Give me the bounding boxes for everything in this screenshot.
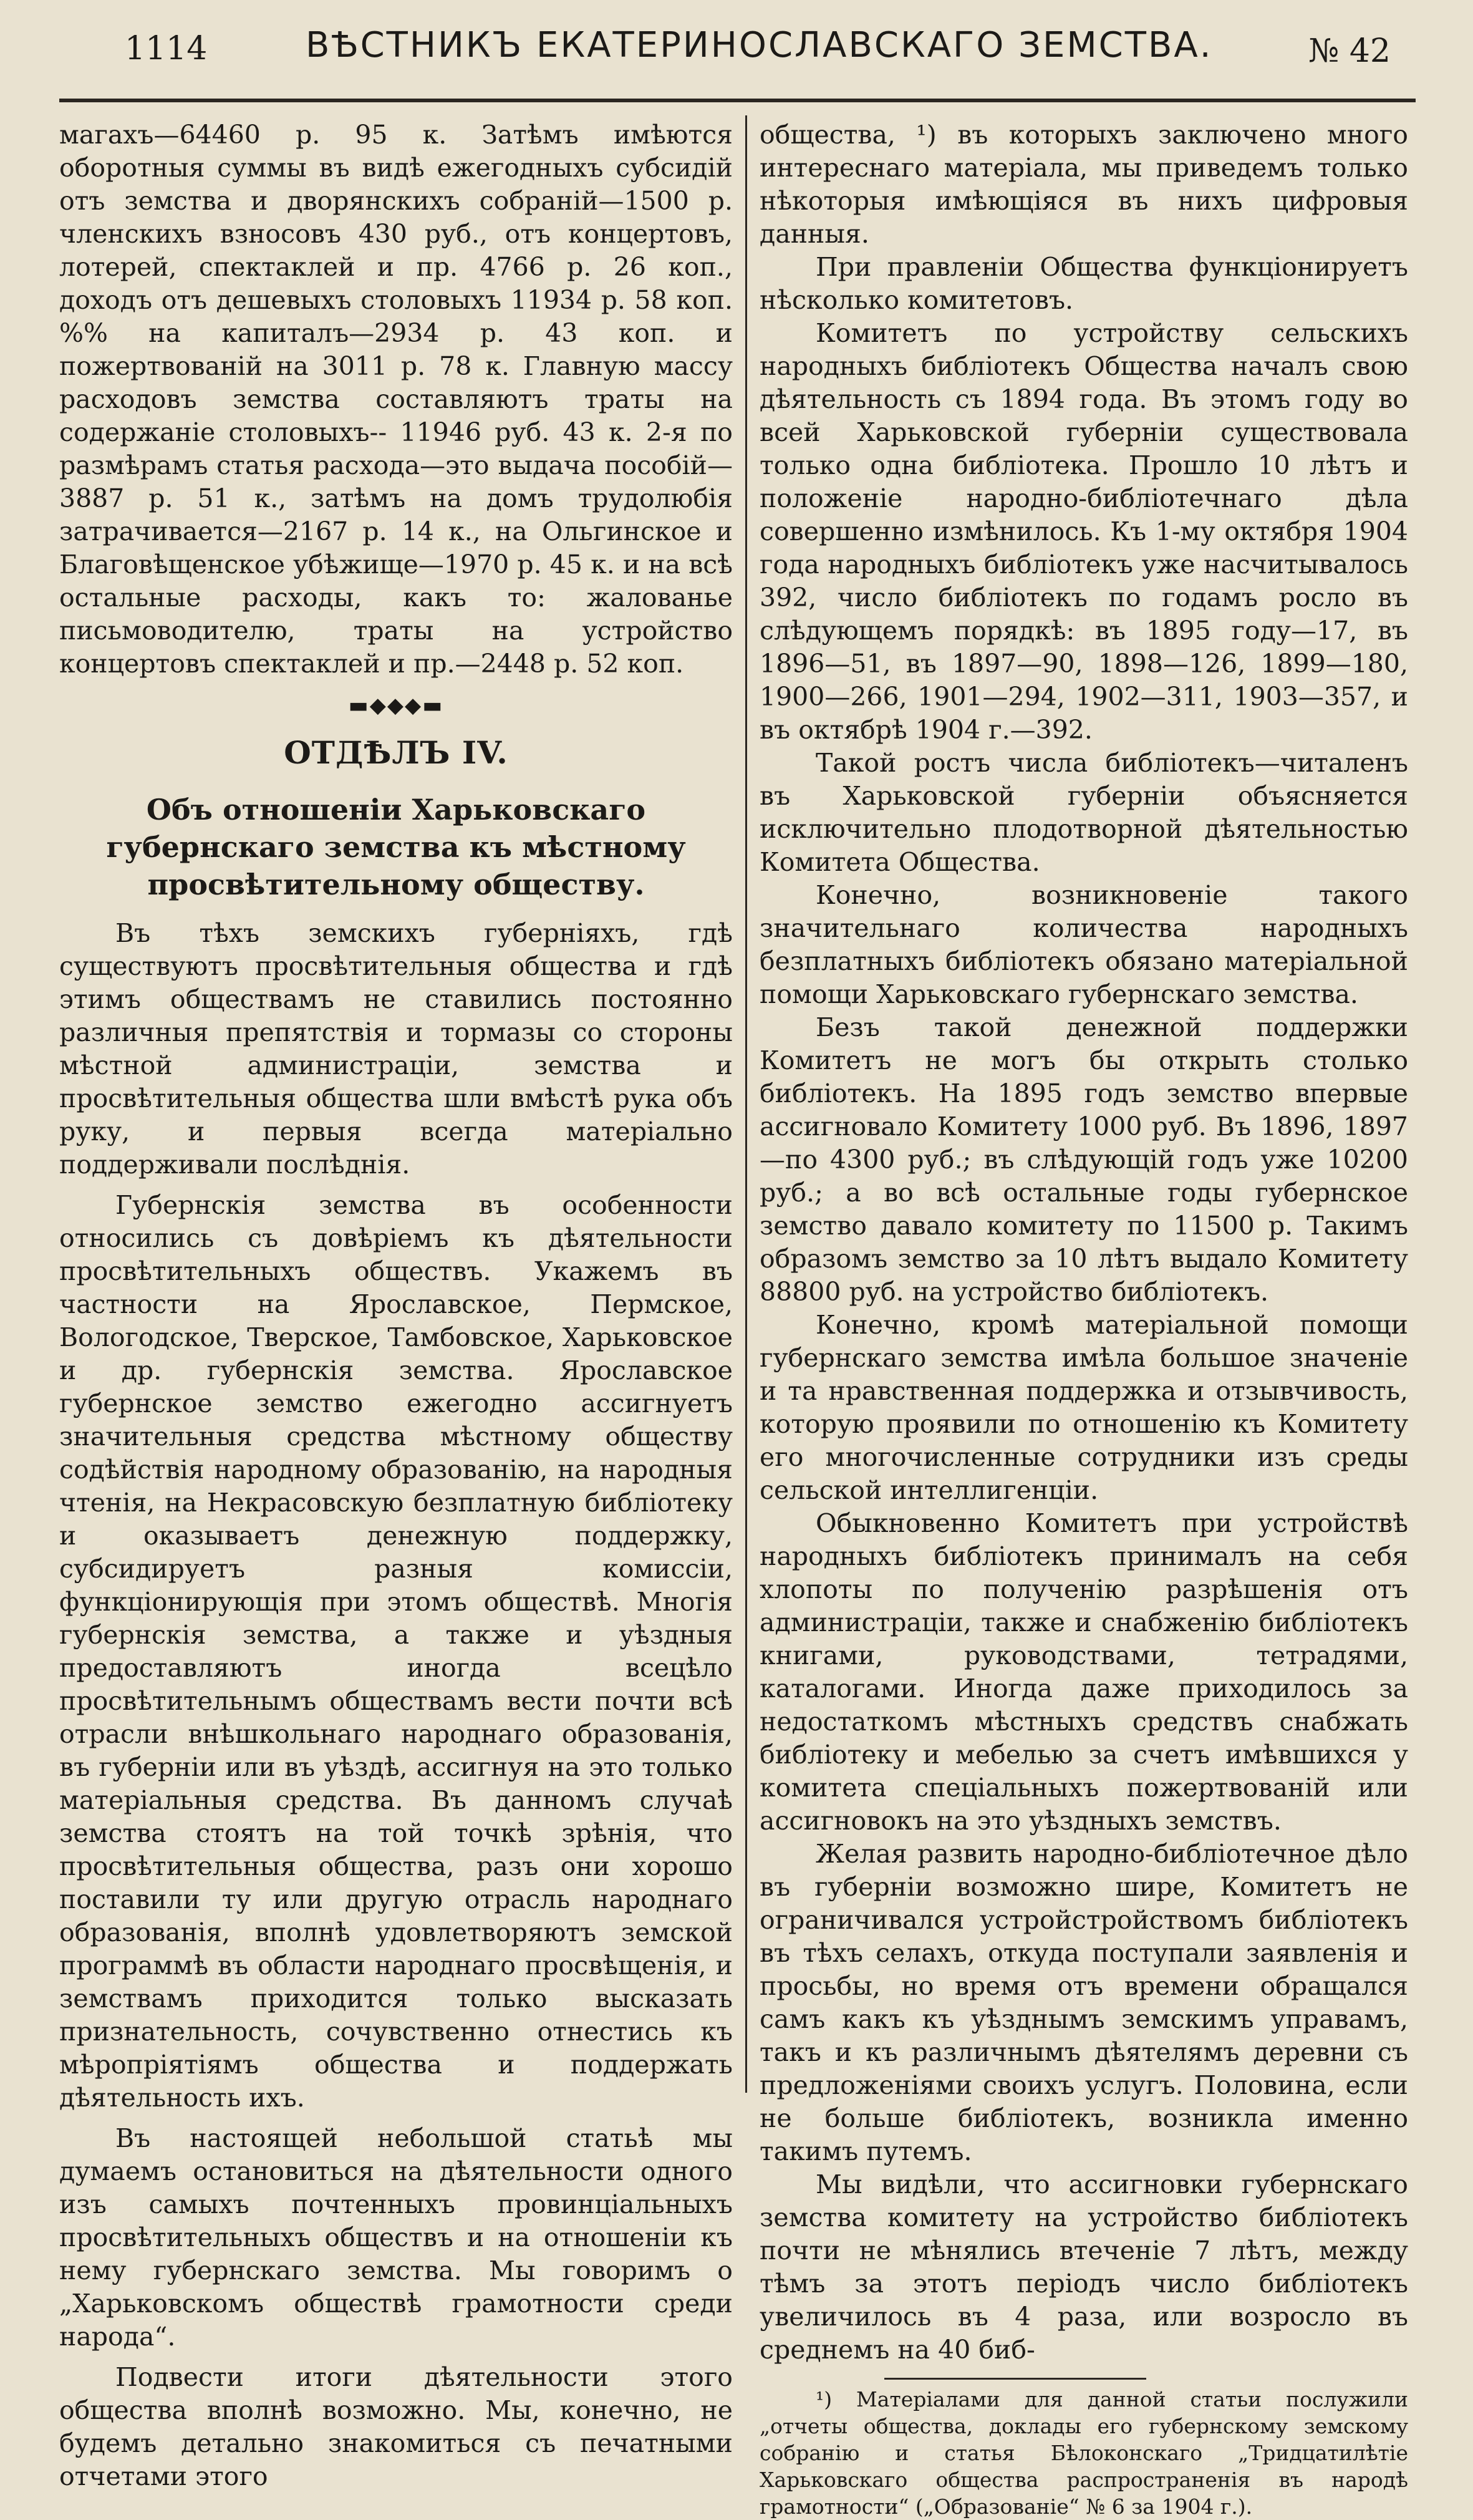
journal-title: ВѢСТНИКЪ ЕКАТЕРИНОСЛАВСКАГО ЗЕМСТВА. [306, 25, 1213, 65]
paragraph: общества, ¹) въ которыхъ заключено много интереснаго матеріала, мы приведемъ только нѣкоторыя имѣющіяся въ нихъ цифровыя данныя. [760, 120, 1408, 249]
paragraph: Конечно, кромѣ матеріальной помощи губернскаго земства имѣла большое значеніе и та нравственная поддержка и отзывчивость, которую проявили по отношенію къ Комитету его многочисленные сотрудники изъ среды сельской интеллигенціи. [760, 1310, 1408, 1505]
paragraph: Губернскія земства въ особенности относились съ довѣріемъ къ дѣятельности просвѣтительныхъ обществъ. Укажемъ въ частности на Ярославское, Пермское, Вологодское, Тверское, Тамбовское, Харьковское и др. губернскія земства. Ярославское губернское земство ежегодно ассигнуетъ значительныя средства мѣстному обществу содѣйствія народному образованію, на народныя чтенія, на Некрасовскую безплатную библіотеку и оказываетъ денежную поддержку, субсидируетъ разныя комиссіи, функціонирующія при этомъ обществѣ. Многія губернскія земства, а также и уѣздныя предоставляютъ иногда всецѣло просвѣтительнымъ обществамъ вести почти всѣ отрасли внѣшкольнаго народнаго образованія, въ губерніи или въ уѣздѣ, ассигнуя на это только матеріальныя средства. Въ данномъ случаѣ земства стоятъ на той точкѣ зрѣнія, что просвѣтительныя общества, разъ они хорошо поставили ту или другую отрасль народнаго образованія, вполнѣ удовлетворяютъ земской программѣ въ области народнаго просвѣщенія, и земствамъ приходится только высказать признательность, сочувственно отнестись къ мѣропріятіямъ общества и поддержать дѣятельность ихъ. [59, 1190, 733, 2113]
section-ornament: ▬◆◆◆▬ [348, 693, 444, 718]
footnote-rule [884, 2378, 1146, 2380]
section-title: ОТДѢЛЪ IV. [284, 734, 508, 771]
paragraph: Обыкновенно Комитетъ при устройствѣ народныхъ библіотекъ принималъ на себя хлопоты по полученію разрѣшенія отъ администраціи, также и снабженію библіотекъ книгами, руководствами, тетрадями, каталогами. Иногда даже приходилось за недостаткомъ мѣстныхъ средствъ снабжать библіотеку и мебелью за счетъ имѣвшихся у комитета спеціальныхъ пожертвованій или ассигновокъ на это уѣздныхъ земствъ. [760, 1508, 1408, 1836]
paragraph: Мы видѣли, что ассигновки губернскаго земства комитету на устройство библіотекъ почти не мѣнялись втеченіе 7 лѣтъ, между тѣмъ за этотъ періодъ число библіотекъ увеличилось въ 4 раза, или возросло въ среднемъ на 40 биб- [760, 2169, 1408, 2365]
header-rule [59, 99, 1416, 102]
footnote [760, 2386, 1408, 2520]
column-divider [745, 115, 747, 2093]
right-column [760, 119, 1408, 2520]
paragraph: Такой ростъ числа библіотекъ—читаленъ въ Харьковской губерніи объясняется исключительно плодотворной дѣятельностью Комитета Общества. [760, 748, 1408, 877]
page-number: 1114 [125, 30, 208, 67]
page-header [94, 19, 1403, 81]
paragraph: Подвести итоги дѣятельности этого общества вполнѣ возможно. Мы, конечно, не будемъ детально знакомиться съ печатными отчетами этого [59, 2362, 733, 2491]
paragraph: Безъ такой денежной поддержки Комитетъ не могъ бы открыть столько библіотекъ. На 1895 годъ земство впервые ассигновало Комитету 1000 руб. Въ 1896, 1897—по 4300 руб.; въ слѣдующій годъ уже 10200 руб.; а во всѣ остальные годы губернское земство давало комитету по 11500 р. Такимъ образомъ земство за 10 лѣтъ выдало Комитету 88800 руб. на устройство библіотекъ. [760, 1012, 1408, 1307]
paragraph: Въ тѣхъ земскихъ губерніяхъ, гдѣ существуютъ просвѣтительныя общества и гдѣ этимъ обществамъ не ставились постоянно различныя препятствія и тормазы со стороны мѣстной администраціи, земства и просвѣтительныя общества шли вмѣстѣ рука объ руку, и первыя всегда матеріально поддерживали послѣднія. [59, 918, 733, 1180]
paragraph: Желая развить народно-библіотечное дѣло въ губерніи возможно шире, Комитетъ не ограничивался устройстройствомъ библіотекъ въ тѣхъ селахъ, откуда поступали заявленія и просьбы, но время отъ времени обращался самъ какъ къ уѣзднымъ земскимъ управамъ, такъ и къ различнымъ дѣятелямъ деревни съ предложеніями своихъ услугъ. Половина, если не больше библіотекъ, возникла именно такимъ путемъ. [760, 1839, 1408, 2166]
paragraph: Комитетъ по устройству сельскихъ народныхъ библіотекъ Общества началъ свою дѣятельность съ 1894 года. Въ этомъ году во всей Харьковской губерніи существовала только одна библіотека. Прошло 10 лѣтъ и положеніе народно-библіотечнаго дѣла совершенно измѣнилось. Къ 1-му октября 1904 года народныхъ библіотекъ уже насчитывалось 392, число библіотекъ по годамъ росло въ слѣдующемъ порядкѣ: въ 1895 году—17, въ 1896—51, въ 1897—90, 1898—126, 1899—180, 1900—266, 1901—294, 1902—311, 1903—357, и въ октябрѣ 1904 г.—392. [760, 318, 1408, 745]
paragraph: Въ настоящей небольшой статьѣ мы думаемъ остановиться на дѣятельности одного изъ самыхъ почтенныхъ провинціальныхъ просвѣтительныхъ обществъ и на отношеніи къ нему губернскаго земства. Мы говоримъ о „Харьковскомъ обществѣ грамотности среди народа“. [59, 2123, 733, 2352]
paragraph: При правленіи Общества функціонируетъ нѣсколько комитетовъ. [760, 252, 1408, 315]
paragraph: Конечно, возникновеніе такого значительнаго количества народныхъ безплатныхъ библіотекъ обязано матеріальной помощи Харьковскаго губернскаго земства. [760, 880, 1408, 1009]
footnote-text: ¹) Матеріалами для данной статьи послужили „отчеты общества, доклады его губернскому земскому собранію и статья Бѣлоконскаго „Тридцатилѣтіе Харьковскаго общества распространенія въ народѣ грамотности“ („Образованіе“ № 6 за 1904 г.). [760, 2387, 1408, 2519]
left-column [59, 119, 733, 2493]
issue-number: № 42 [1308, 32, 1391, 70]
article-title: Объ отношеніи Харьковскаго губернскаго земства къ мѣстному просвѣтительному обществу. [106, 793, 686, 901]
paragraph: магахъ—64460 р. 95 к. Затѣмъ имѣются оборотныя суммы въ видѣ ежегодныхъ субсидій отъ земства и дворянскихъ собраній—1500 р. членскихъ взносовъ 430 руб., отъ концертовъ, лотерей, спектаклей и пр. 4766 р. 26 коп., доходъ отъ дешевыхъ столовыхъ 11934 р. 58 коп. %% на капиталъ—2934 р. 43 коп. и пожертвованій на 3011 р. 78 к. Главную массу расходовъ земства составляютъ траты на содержаніе столовыхъ-- 11946 руб. 43 к. 2-я по размѣрамъ статья расхода—это выдача пособій—3887 р. 51 к., затѣмъ на домъ трудолюбія затрачивается—2167 р. 14 к., на Ольгинское и Благовѣщенское убѣжище—1970 р. 45 к. и на всѣ остальные расходы, какъ то: жалованье письмоводителю, траты на устройство концертовъ спектаклей и пр.—2448 р. 52 коп. [59, 120, 733, 679]
